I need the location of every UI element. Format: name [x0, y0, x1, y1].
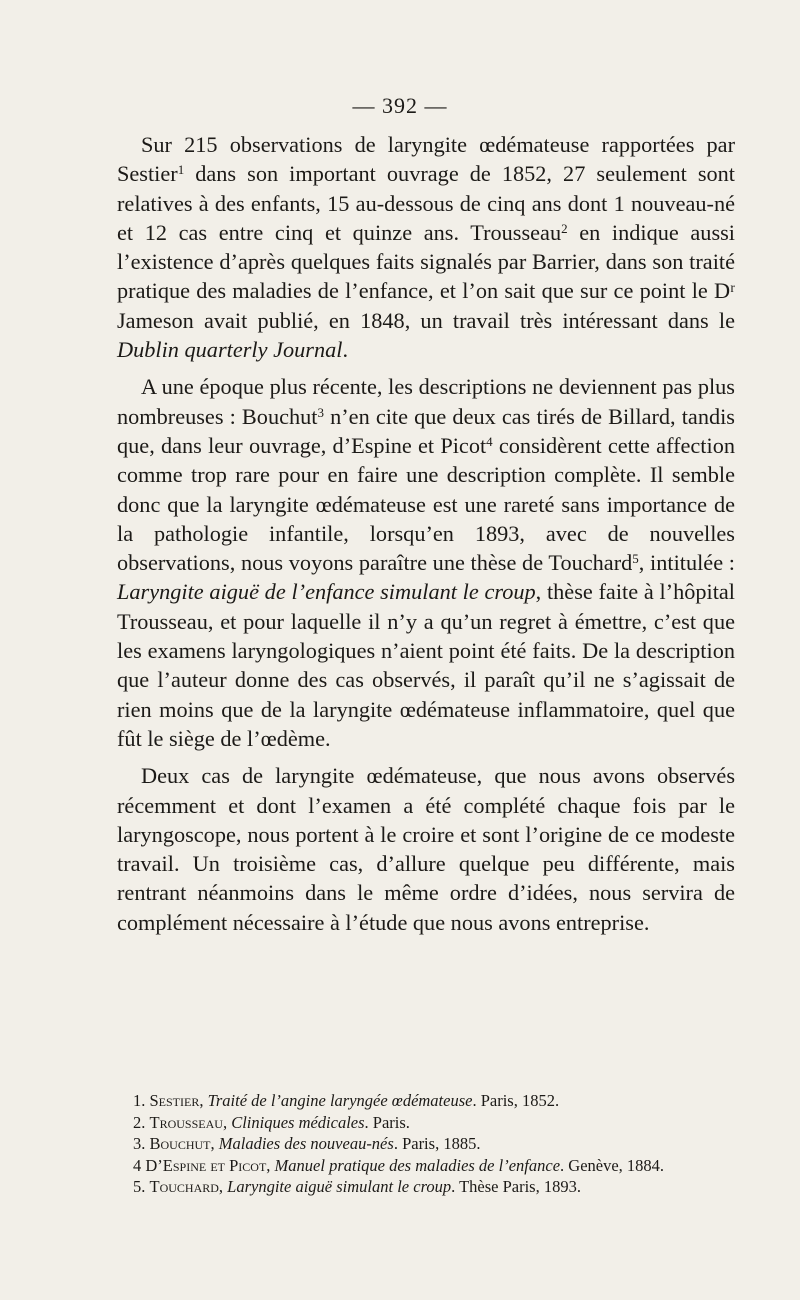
footnote-5: 5. Touchard, Laryngite aiguë simulant le croup. Thèse Paris, 1893.: [133, 1177, 581, 1196]
p1-text-d: .: [342, 337, 349, 363]
footnote-title: Traité de l’angine laryngée œdémateuse: [207, 1091, 473, 1110]
footnote-title: Manuel pratique des maladies de l’enfance: [274, 1155, 561, 1175]
footnote-title: Maladies des nouveau-nés: [218, 1134, 394, 1153]
footnote-title: Cliniques médicales: [231, 1112, 365, 1132]
p2-text-d: , intitulée :: [638, 550, 735, 576]
footnote-ref-1: 1: [177, 162, 185, 178]
page-number: — 392 —: [352, 93, 448, 118]
footnote-ref-4: 4: [486, 433, 493, 449]
footnote-number: 2.: [133, 1112, 146, 1132]
footnote-author: D’Espine et Picot: [145, 1155, 267, 1175]
footnote-rest: . Thèse Paris, 1893.: [451, 1177, 581, 1196]
footnote-ref-2: 2: [561, 220, 568, 236]
paragraph-3: Deux cas de laryngite œdémateuse, que nous avons observés récemment et dont l’examen a été complété chaque fois par le laryngoscope, nous portent à le croire et sont l’origine de ce modeste travail. Un troisième cas, d’allure quelque peu différente, mais rentrant néanmoins dans le même ordre d’idées, nous servira de complément nécessaire à l’étude que nous avons entreprise.: [117, 763, 735, 935]
thesis-title: Laryngite aiguë de l’enfance simulant le croup: [117, 579, 536, 605]
footnote-number: 1.: [133, 1091, 146, 1110]
paragraph-2: [117, 372, 735, 753]
p2-text-b: n’en cite que deux cas tirés de Billard, tandis que, dans leur ouvrage, d’Espine et Picot: [117, 403, 735, 458]
footnote-author: Bouchut: [149, 1134, 211, 1153]
footnote-number: 3.: [133, 1134, 146, 1153]
body-text: [117, 130, 735, 945]
footnote-ref-5: 5: [632, 551, 639, 567]
footnote-rest: . Paris, 1885.: [393, 1134, 481, 1153]
p2-text-a: A une époque plus récente, les descriptions ne deviennent pas plus nombreuses : Bouchut: [117, 374, 735, 429]
footnote-2: 2. Trousseau, Cliniques médicales. Paris.: [133, 1112, 410, 1132]
p1-text-b: dans son important ouvrage de 1852, 27 seulement sont relatives à des enfants, 15 au-dessous de cinq ans dont 1 nouveau-né et 12 cas entre cinq et quinze ans. Trousseau: [117, 161, 735, 245]
footnote-rest: . Paris, 1852.: [472, 1091, 560, 1110]
p1-text-c: en indique aussi l’existence d’après quelques faits signalés par Barrier, dans son traité pratique des maladies de l’enfance, et l’on sait que sur ce point le Dʳ Jameson avait publié, en 1848, un travail très intéressant dans le: [117, 219, 735, 333]
footnote-number: 4: [133, 1155, 142, 1175]
footnote-3: 3. Bouchut, Maladies des nouveau-nés. Paris, 1885.: [133, 1134, 481, 1153]
paragraph-1: [117, 130, 735, 364]
footnote-ref-3: 3: [317, 404, 324, 420]
p1-text-a: Sur 215 observations de laryngite œdémateuse rapportées par Sestier: [117, 132, 735, 187]
footnote-1: 1. Sestier, Traité de l’angine laryngée œdémateuse. Paris, 1852.: [133, 1091, 560, 1110]
footnotes: [117, 1090, 735, 1198]
footnote-rest: . Genève, 1884.: [560, 1155, 665, 1175]
footnote-author: Touchard: [149, 1177, 219, 1196]
footnote-author: Sestier: [149, 1091, 200, 1110]
footnote-author: Trousseau: [149, 1112, 223, 1132]
p2-text-e: , thèse faite à l’hôpital Trousseau, et pour laquelle il n’y a qu’un regret à émettre, c’est que les examens laryngologiques n’aient point été faits. De la description que l’auteur donne des cas observés, il paraît qu’il ne s’agissait de rien moins que de la laryngite œdémateuse inflammatoire, quel que fût le siège de l’œdème.: [117, 579, 735, 751]
p2-text-c: considèrent cette affection comme trop rare pour en faire une description complète. Il semble donc que la laryngite œdémateuse est une rareté sans importance de la pathologie infantile, lorsqu’en 1893, avec de nouvelles observations, nous voyons paraître une thèse de Touchard: [117, 432, 735, 576]
footnote-rest: . Paris.: [364, 1112, 410, 1132]
footnote-title: Laryngite aiguë simulant le croup: [227, 1177, 452, 1196]
footnote-4: 4 D’Espine et Picot, Manuel pratique des maladies de l’enfance. Genève, 1884.: [133, 1155, 665, 1175]
footnote-number: 5.: [133, 1177, 146, 1196]
journal-title: Dublin quarterly Journal: [117, 337, 343, 363]
